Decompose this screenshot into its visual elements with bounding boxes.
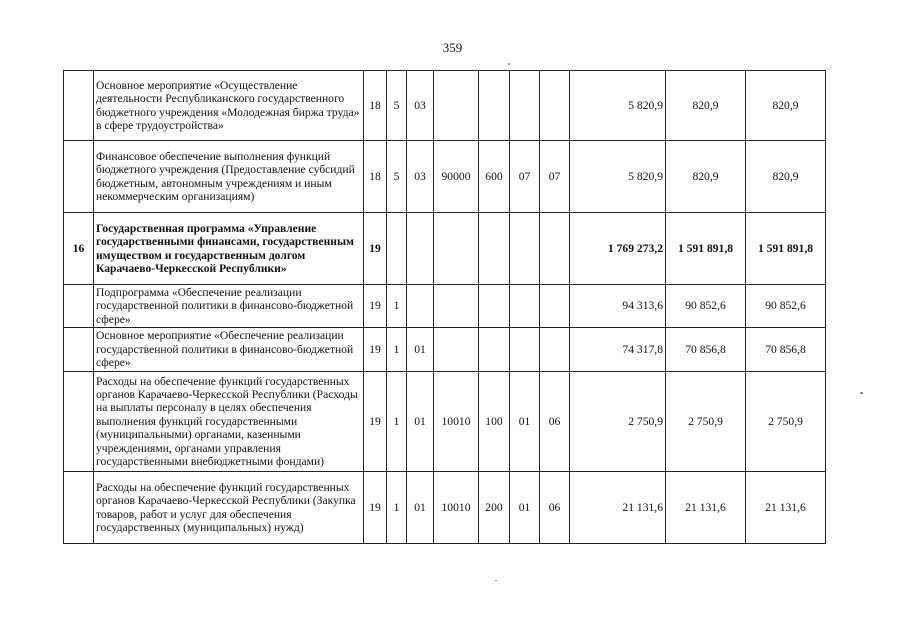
scan-speck [508,63,510,65]
code-cell: 19 [364,472,387,544]
code-cell: 19 [364,372,387,472]
code-cell: 06 [540,372,570,472]
code-cell: 07 [510,141,540,213]
amount-year-1: 5 820,9 [570,141,666,213]
code-cell [510,328,540,372]
code-cell: 19 [364,213,387,285]
code-cell [479,285,510,328]
code-cell: 100 [479,372,510,472]
code-cell: 1 [387,285,407,328]
table-row [64,328,826,372]
amount-year-1: 21 131,6 [570,472,666,544]
table-row [64,141,826,213]
row-number [64,141,94,213]
code-cell [434,285,479,328]
amount-year-3: 2 750,9 [746,372,826,472]
row-name: Основное мероприятие «Обеспечение реализации государственной политики в финансово-бюджетной сфере» [94,328,364,372]
table-row [64,372,826,472]
amount-year-3: 21 131,6 [746,472,826,544]
amount-year-2: 90 852,6 [666,285,746,328]
code-cell: 19 [364,328,387,372]
code-cell: 5 [387,141,407,213]
code-cell: 06 [540,472,570,544]
amount-year-1: 2 750,9 [570,372,666,472]
code-cell [387,213,407,285]
amount-year-1: 1 769 273,2 [570,213,666,285]
code-cell: 1 [387,328,407,372]
code-cell: 01 [407,372,434,472]
code-cell [434,213,479,285]
amount-year-1: 5 820,9 [570,71,666,141]
code-cell: 18 [364,141,387,213]
amount-year-1: 74 317,8 [570,328,666,372]
code-cell: 01 [510,372,540,472]
code-cell [479,328,510,372]
row-number [64,71,94,141]
amount-year-2: 1 591 891,8 [666,213,746,285]
code-cell: 03 [407,71,434,141]
table-body [64,71,826,544]
code-cell: 01 [407,472,434,544]
code-cell [510,71,540,141]
code-cell [540,328,570,372]
budget-table [63,70,826,544]
code-cell: 01 [510,472,540,544]
amount-year-3: 70 856,8 [746,328,826,372]
code-cell: 600 [479,141,510,213]
amount-year-3: 90 852,6 [746,285,826,328]
scan-speck [495,580,497,581]
row-name: Государственная программа «Управление государственными финансами, государственным имуществом и государственным долгом Карачаево-Черкесской Республики» [94,213,364,285]
code-cell [434,71,479,141]
code-cell [407,285,434,328]
amount-year-2: 820,9 [666,141,746,213]
code-cell [407,213,434,285]
code-cell: 90000 [434,141,479,213]
code-cell [540,213,570,285]
code-cell [510,213,540,285]
amount-year-3: 820,9 [746,141,826,213]
code-cell [434,328,479,372]
amount-year-1: 94 313,6 [570,285,666,328]
row-name: Основное мероприятие «Осуществление деятельности Республиканского государственного бюджетного учреждения «Молодежная биржа труда» в сфере трудоустройства» [94,71,364,141]
amount-year-3: 820,9 [746,71,826,141]
code-cell [540,285,570,328]
row-name: Расходы на обеспечение функций государственных органов Карачаево-Черкесской Республики (Расходы на выплаты персоналу в целях обеспечения выполнения функций государственными (муниципальными) органами, казенными учреждениями, органами управления государственными внебюджетными фондами) [94,372,364,472]
code-cell: 10010 [434,372,479,472]
amount-year-2: 21 131,6 [666,472,746,544]
row-name: Расходы на обеспечение функций государственных органов Карачаево-Черкесской Республики (Закупка товаров, работ и услуг для обеспечения государственных (муниципальных) нужд) [94,472,364,544]
code-cell [510,285,540,328]
code-cell [479,213,510,285]
amount-year-2: 820,9 [666,71,746,141]
code-cell: 200 [479,472,510,544]
amount-year-3: 1 591 891,8 [746,213,826,285]
table-row [64,71,826,141]
code-cell: 01 [407,328,434,372]
row-number [64,285,94,328]
code-cell: 1 [387,372,407,472]
code-cell [540,71,570,141]
table-row [64,213,826,285]
row-number: 16 [64,213,94,285]
row-name: Финансовое обеспечение выполнения функций бюджетного учреждения (Предоставление субсидий бюджетным, автономным учреждениям и иным некоммерческим организациям) [94,141,364,213]
row-number [64,372,94,472]
code-cell: 18 [364,71,387,141]
table-row [64,285,826,328]
code-cell: 07 [540,141,570,213]
amount-year-2: 2 750,9 [666,372,746,472]
amount-year-2: 70 856,8 [666,328,746,372]
table-row [64,472,826,544]
code-cell: 1 [387,472,407,544]
code-cell: 19 [364,285,387,328]
page-number: 359 [442,40,463,55]
code-cell [479,71,510,141]
code-cell: 5 [387,71,407,141]
scan-speck [860,392,863,394]
code-cell: 03 [407,141,434,213]
code-cell: 10010 [434,472,479,544]
row-number [64,328,94,372]
row-name: Подпрограмма «Обеспечение реализации государственной политики в финансово-бюджетной сфере» [94,285,364,328]
row-number [64,472,94,544]
